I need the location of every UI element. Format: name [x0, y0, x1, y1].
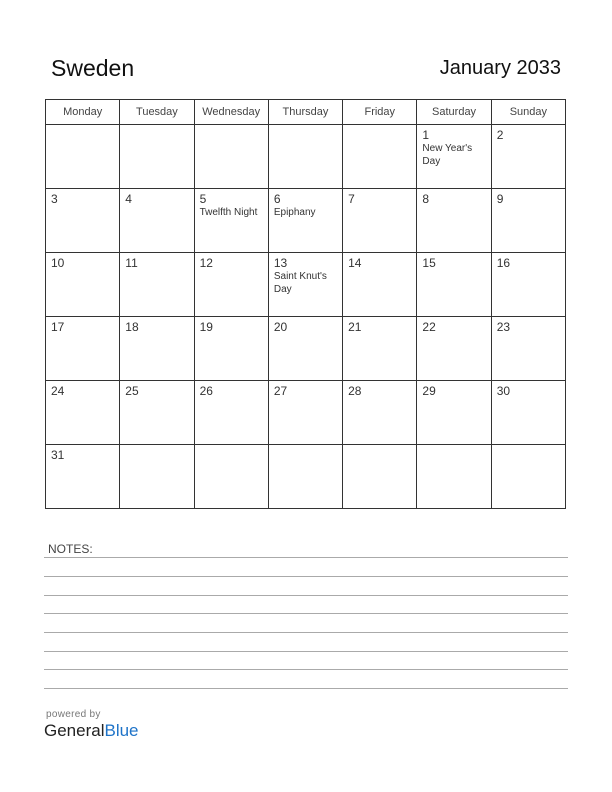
- calendar-day-cell: [46, 189, 120, 253]
- calendar-day-cell: [417, 253, 491, 317]
- day-number: 16: [496, 256, 511, 270]
- brand-general: General: [44, 721, 105, 740]
- calendar-day-cell: [46, 445, 120, 509]
- calendar-day-cell: [491, 317, 565, 381]
- calendar-week-row: [46, 125, 566, 189]
- weekday-header: Monday: [46, 100, 120, 125]
- day-number: 15: [422, 256, 436, 270]
- calendar-day-cell: [491, 189, 565, 253]
- day-number: 19: [199, 320, 213, 334]
- day-number: 7: [348, 192, 355, 206]
- calendar-week-row: [46, 189, 566, 253]
- calendar-day-cell: [46, 317, 120, 381]
- calendar-day-cell: [46, 253, 120, 317]
- note-line: [44, 557, 568, 558]
- day-number: 26: [199, 384, 213, 398]
- weekday-header: Thursday: [268, 100, 342, 125]
- day-number: 1: [422, 128, 430, 142]
- calendar-day-cell: [194, 445, 268, 509]
- day-number: 9: [496, 192, 504, 206]
- calendar-body: [46, 125, 566, 509]
- day-number: 23: [496, 320, 511, 334]
- holiday-label: New Year's Day: [422, 143, 473, 167]
- day-number: 29: [422, 384, 436, 398]
- day-number: 4: [125, 192, 132, 206]
- day-number: 18: [125, 320, 139, 334]
- holiday-label: Epiphany: [273, 207, 316, 218]
- calendar-day-cell: [120, 317, 194, 381]
- country-title: Sweden: [51, 55, 135, 81]
- day-number: 12: [199, 256, 213, 270]
- calendar-day-cell: [343, 445, 417, 509]
- calendar-day-cell: [194, 125, 268, 189]
- weekday-header-row: [46, 100, 566, 125]
- calendar-day-cell: [491, 125, 565, 189]
- weekday-header: Saturday: [417, 100, 491, 125]
- day-number: 22: [422, 320, 436, 334]
- powered-by-text: powered by: [46, 709, 101, 720]
- brand-logo[interactable]: [44, 721, 139, 741]
- day-number: 8: [422, 192, 430, 206]
- calendar-week-row: [46, 253, 566, 317]
- day-number: 5: [199, 192, 207, 206]
- calendar-day-cell: [194, 317, 268, 381]
- calendar-day-cell: [120, 125, 194, 189]
- calendar-day-cell: [120, 381, 194, 445]
- note-line: [44, 576, 568, 577]
- calendar-day-cell: [417, 125, 491, 189]
- calendar-week-row: [46, 445, 566, 509]
- day-number: 13: [273, 256, 288, 270]
- calendar-day-cell: [491, 381, 565, 445]
- calendar-day-cell: [491, 253, 565, 317]
- calendar-day-cell: [491, 445, 565, 509]
- calendar-day-cell: [268, 381, 342, 445]
- calendar-day-cell: [343, 381, 417, 445]
- day-number: 27: [273, 384, 288, 398]
- calendar-day-cell: [120, 253, 194, 317]
- calendar-day-cell: [417, 445, 491, 509]
- calendar-day-cell: [194, 189, 268, 253]
- calendar-day-cell: [343, 253, 417, 317]
- calendar-day-cell: [417, 381, 491, 445]
- calendar-day-cell: [46, 381, 120, 445]
- note-line: [44, 669, 568, 670]
- brand-blue: Blue: [104, 721, 139, 740]
- weekday-header: Sunday: [491, 100, 565, 125]
- calendar-day-cell: [268, 317, 342, 381]
- day-number: 21: [348, 320, 362, 334]
- holiday-label: Saint Knut's Day: [273, 271, 327, 295]
- calendar-day-cell: [417, 317, 491, 381]
- note-line: [44, 613, 568, 614]
- holiday-label: Twelfth Night: [199, 207, 258, 218]
- day-number: 14: [348, 256, 362, 270]
- calendar-day-cell: [46, 125, 120, 189]
- calendar-day-cell: [194, 253, 268, 317]
- day-number: 6: [273, 192, 281, 206]
- calendar-day-cell: [268, 445, 342, 509]
- calendar-day-cell: [343, 317, 417, 381]
- day-number: 10: [51, 256, 65, 270]
- calendar-day-cell: [120, 189, 194, 253]
- day-number: 25: [125, 384, 139, 398]
- day-number: 24: [51, 384, 65, 398]
- note-line: [44, 632, 568, 633]
- weekday-header: Wednesday: [194, 100, 268, 125]
- day-number: 11: [125, 256, 138, 270]
- calendar-day-cell: [120, 445, 194, 509]
- calendar-day-cell: [343, 189, 417, 253]
- note-line: [44, 595, 568, 596]
- calendar-day-cell: [268, 253, 342, 317]
- day-number: 3: [51, 192, 58, 206]
- weekday-header: Friday: [343, 100, 417, 125]
- calendar-grid: [45, 99, 566, 509]
- day-number: 20: [273, 320, 288, 334]
- day-number: 17: [51, 320, 65, 334]
- weekday-header: Tuesday: [120, 100, 194, 125]
- day-number: 28: [348, 384, 362, 398]
- day-number: 2: [496, 128, 504, 142]
- calendar-day-cell: [268, 189, 342, 253]
- note-line: [44, 688, 568, 689]
- calendar-day-cell: [343, 125, 417, 189]
- calendar-week-row: [46, 317, 566, 381]
- notes-label: NOTES:: [48, 542, 93, 556]
- calendar-day-cell: [268, 125, 342, 189]
- day-number: 31: [51, 448, 65, 462]
- day-number: 30: [496, 384, 511, 398]
- calendar-day-cell: [417, 189, 491, 253]
- note-line: [44, 651, 568, 652]
- calendar-week-row: [46, 381, 566, 445]
- calendar-day-cell: [194, 381, 268, 445]
- month-title: January 2033: [439, 57, 561, 79]
